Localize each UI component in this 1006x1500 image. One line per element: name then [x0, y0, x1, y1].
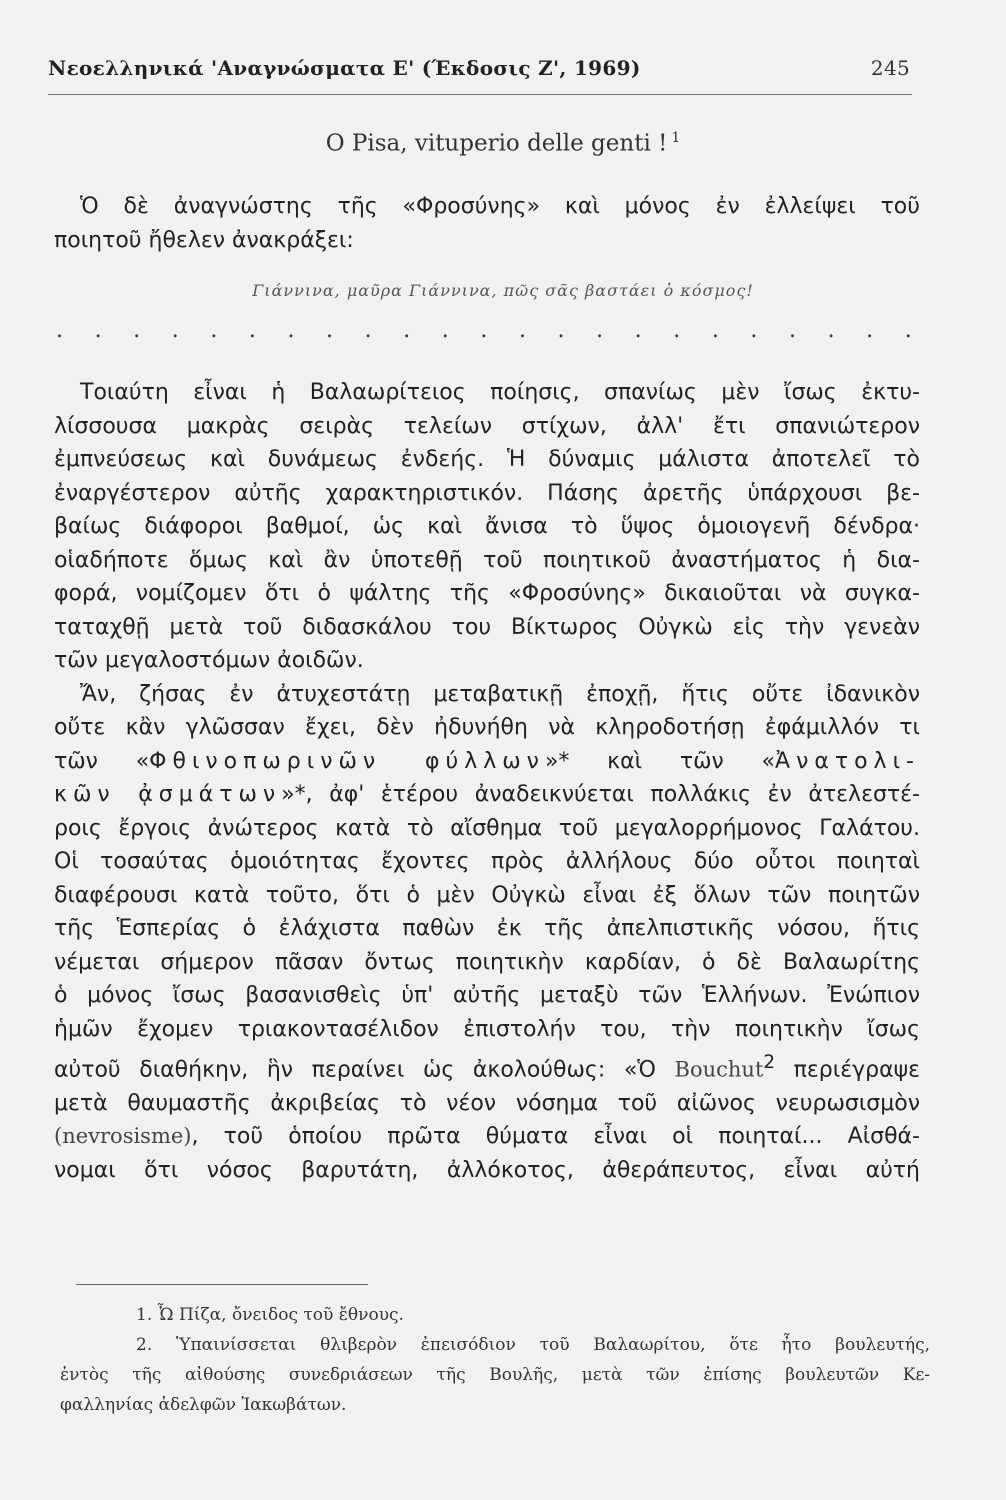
paragraph-1-line: Τοιαύτη εἶναι ἡ Βαλαωρίτειος ποίησις, σπανίως μὲν ἴσως ἐκτυ- [80, 380, 920, 405]
ellipsis-dot: . [788, 318, 796, 343]
epigraph-text: O Pisa, vituperio delle genti ! [325, 130, 668, 157]
ellipsis-dot: . [287, 318, 295, 343]
page-number: 245 [870, 56, 910, 80]
footnote-2-line: ἐντὸς τῆς αἰθούσης συνεδριάσεων τῆς Βουλῆς, μετὰ τῶν ἐπίσης βουλευτῶν Κε- [60, 1365, 930, 1385]
paragraph-2-line [54, 1120, 920, 1154]
paragraph-2-line: ροις ἔργοις ἀνώτερος κατὰ τὸ αἴσθημα τοῦ μεγαλορρήμονος Γαλάτου. [54, 815, 920, 841]
ellipsis-dot: . [711, 318, 719, 343]
text-run: »*, ἀφ' ἑτέρου ἀναδεικνύεται πολλάκις ἐν ἀτελεστέ- [281, 782, 920, 807]
spaced-title: Φθινοπωρινῶν φύλλων [149, 748, 545, 774]
paragraph-1-line: οἱαδήποτε ὅμως καὶ ἂν ὑποτεθῇ τοῦ ποιητικοῦ ἀναστήματος ἡ δια- [54, 547, 920, 573]
ellipsis-dot: . [596, 318, 604, 343]
paragraph-1-line: ἐμπνεύσεως καὶ δυνάμεως ἐνδεής. Ἡ δύναμις μάλιστα ἀποτελεῖ τὸ [54, 447, 920, 472]
verse-quote: Γιάννινα, μαῦρα Γιάννινα, πῶς σᾶς βαστάει ὁ κόσμος! [252, 281, 754, 300]
ellipsis-dot: . [364, 318, 372, 343]
ellipsis-dot: . [557, 318, 565, 343]
paragraph-1-line: βαίως διάφοροι βαθμοί, ὡς καὶ ἄνισα τὸ ὕψος ὁμοιογενῆ δένδρα· [54, 514, 920, 539]
running-title: Νεοελληνικά 'Αναγνώσματα Ε' (Έκδοσις Ζ', 1969) [48, 56, 641, 80]
paragraph-1-line: ταταχθῇ μετὰ τοῦ διδασκάλου του Βίκτωρος Οὐγκὼ εἰς τὴν γενεὰν [54, 614, 920, 640]
latin-name: Bouchut [674, 1057, 764, 1082]
paragraph-2-line: οὔτε κἂν γλῶσσαν ἔχει, δὲν ἠδυνήθη νὰ κληροδοτήσῃ ἐφάμιλλόν τι [54, 715, 920, 740]
intro-line: Ὁ δὲ ἀναγνώστης τῆς «Φροσύνης» καὶ μόνος ἐν ἐλλείψει τοῦ [80, 194, 920, 219]
paragraph-2-line [54, 778, 920, 812]
ellipsis-dot: . [56, 318, 63, 343]
intro-line: ποιητοῦ ἤθελεν ἀνακράξει: [54, 227, 354, 253]
spaced-title: κῶν ᾀσμάτων [54, 782, 282, 807]
ellipsis-dot: . [518, 318, 526, 343]
paragraph-2-line: ὁ μόνος ἴσως βασανισθεὶς ὑπ' αὐτῆς μεταξὺ τῶν Ἑλλήνων. Ἐνώπιον [54, 983, 920, 1008]
ellipsis-dot: . [634, 318, 642, 343]
paragraph-2-line: νομαι ὅτι νόσος βαρυτάτη, ἀλλόκοτος, ἀθεράπευτος, εἶναι αὐτή [54, 1157, 920, 1183]
latin-term: (nevrosisme) [54, 1124, 192, 1149]
paragraph-1-line: λίσσουσα μακρὰς σειρὰς τελείων στίχων, ἀλλ' ἔτι σπανιώτερον [54, 413, 920, 439]
epigraph-heading [0, 130, 1006, 157]
paragraph-2-line: μετὰ θαυμαστῆς ἀκριβείας τὸ νέον νόσημα τοῦ αἰῶνος νευρωσισμὸν [54, 1090, 920, 1116]
paragraph-2-line [54, 1046, 920, 1087]
body-text [54, 376, 920, 1187]
ellipsis-dot: . [248, 318, 256, 343]
footnote-ref-2: 2 [763, 1052, 776, 1073]
text-run: περιέγραψε [775, 1057, 921, 1083]
footnotes [60, 1300, 930, 1420]
ellipsis-dot: . [827, 318, 835, 343]
ellipsis-dot: . [326, 318, 334, 343]
header-rule [48, 94, 912, 95]
text-run: , τοῦ ὁποίου πρῶτα θύματα εἶναι οἱ ποιηταί... Αἰσθά- [191, 1124, 920, 1150]
ellipsis-dot: . [133, 318, 141, 343]
running-header [48, 56, 910, 92]
text-run: »* καὶ τῶν « [544, 748, 776, 774]
paragraph-2-line: Οἱ τοσαύτας ὁμοιότητας ἔχοντες πρὸς ἀλλήλους δύο οὗτοι ποιηταὶ [54, 849, 920, 874]
ellipsis-dot: . [750, 318, 758, 343]
text-run: αὐτοῦ διαθήκην, ἣν περαίνει ὡς ἀκολούθως: «Ὁ [54, 1057, 675, 1083]
ellipsis-dot: . [441, 318, 449, 343]
footnote-rule [76, 1284, 368, 1285]
ellipsis-dot: . [866, 318, 874, 343]
ellipsis-dot: . [904, 318, 912, 343]
footnote-ref-1: 1 [671, 130, 681, 146]
ellipsis-dot: . [171, 318, 179, 343]
intro-paragraph [54, 190, 920, 257]
paragraph-2-line: νέμεται σήμερον πᾶσαν ὄντως ποιητικὴν καρδίαν, ὁ δὲ Βαλαωρίτης [54, 949, 920, 975]
paragraph-1-line: φορά, νομίζομεν ὅτι ὁ ψάλτης τῆς «Φροσύνης» δικαιοῦται νὰ συγκα- [54, 581, 920, 606]
ellipsis-dot: . [210, 318, 218, 343]
ellipsis-dot: . [403, 318, 411, 343]
paragraph-2-line: διαφέρουσι κατὰ τοῦτο, ὅτι ὁ μὲν Οὐγκὼ εἶναι ἐξ ὅλων τῶν ποιητῶν [54, 882, 920, 908]
footnote-1: 1. Ὦ Πίζα, ὄνειδος τοῦ ἔθνους. [136, 1305, 404, 1325]
footnote-2-line: φαλληνίας ἀδελφῶν Ἰακωβάτων. [60, 1395, 347, 1415]
paragraph-2-line: Ἄν, ζήσας ἐν ἀτυχεστάτῃ μεταβατικῇ ἐποχῇ, ἥτις οὔτε ἰδανικὸν [80, 681, 920, 707]
ellipsis-dot: . [480, 318, 488, 343]
ellipsis-dot: . [94, 318, 102, 343]
paragraph-1-line: τῶν μεγαλοστόμων ἀοιδῶν. [54, 648, 364, 673]
paragraph-2-line: τῆς Ἑσπερίας ὁ ἐλάχιστα παθὼν ἐκ τῆς ἀπελπιστικῆς νόσου, ἥτις [54, 916, 920, 941]
paragraph-1-line: ἐναργέστερον αὐτῆς χαρακτηριστικόν. Πάσης ἀρετῆς ὑπάρχουσι βε- [54, 480, 920, 506]
ellipsis-dot: . [673, 318, 681, 343]
paragraph-2-line [54, 745, 920, 779]
paragraph-2-line: ἡμῶν ἔχομεν τριακοντασέλιδον ἐπιστολήν του, τὴν ποιητικὴν ἴσως [54, 1016, 920, 1042]
text-run: τῶν « [54, 748, 150, 774]
footnote-2-line: 2. Ὑπαινίσσεται θλιβερὸν ἐπεισόδιον τοῦ Βαλαωρίτου, ὅτε ἦτο βουλευτής, [136, 1335, 930, 1355]
spaced-title: Ἀνατολι- [775, 748, 920, 774]
ellipsis-row [56, 318, 912, 343]
